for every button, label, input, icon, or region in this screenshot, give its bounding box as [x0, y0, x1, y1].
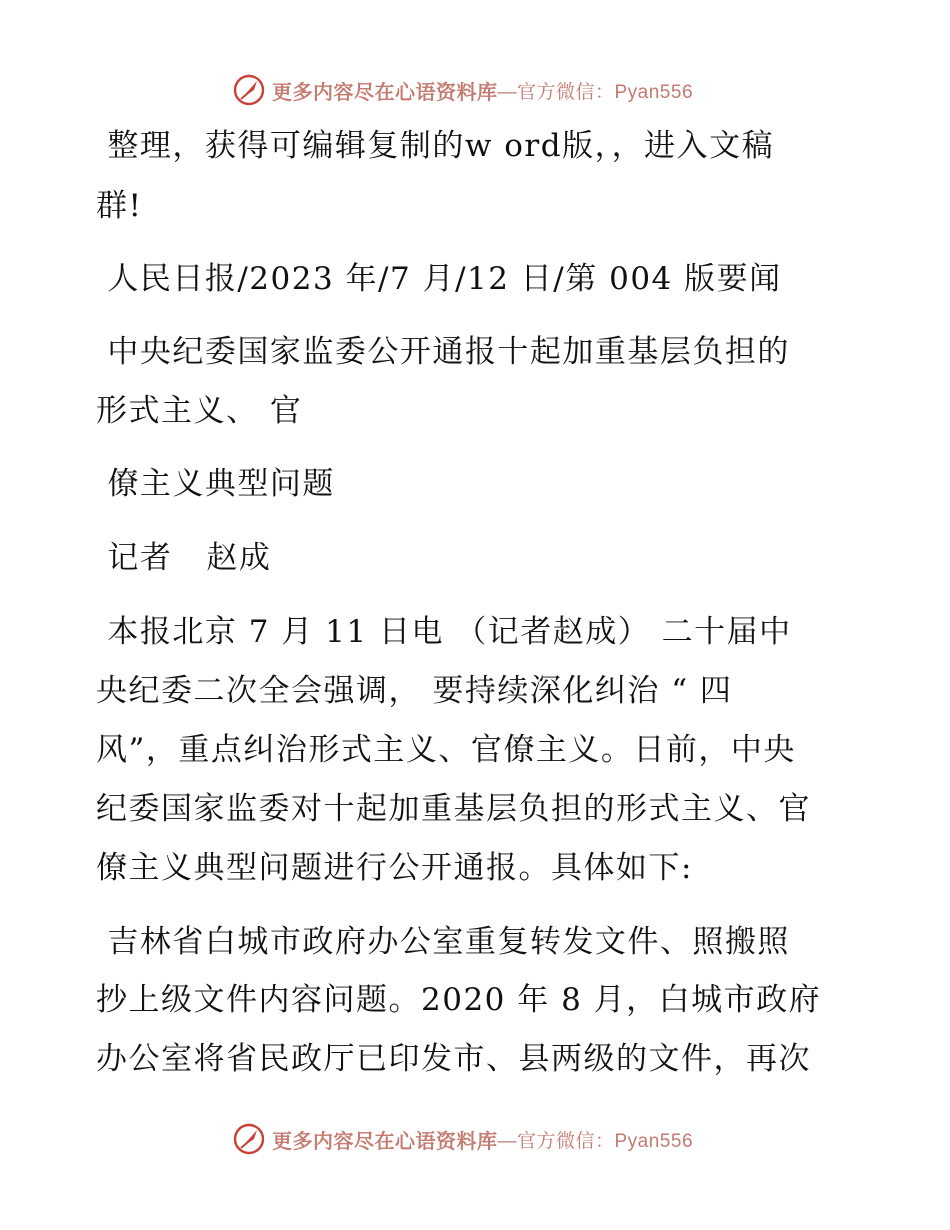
body-line: 吉林省白城市政府办公室重复转发文件、照搬照 [96, 924, 790, 960]
body-line: 群! [96, 188, 143, 224]
publication-line: 人民日报/2023 年/7 月/12 日/第 004 版要闻 [96, 261, 782, 297]
body-line: 僚主义典型问题进行公开通报。具体如下: [96, 850, 693, 886]
body-line: 风”，重点纠治形式主义、官僚主义。日前，中央 [96, 732, 796, 768]
headline-line: 形式主义、 官 [96, 393, 303, 429]
watermark-site-text: 更多内容尽在心语资料库 [272, 1128, 498, 1153]
body-line: 抄上级文件内容问题。2020 年 8 月，白城市政府 [96, 982, 822, 1018]
body-line: 整理，获得可编辑复制的w ord版，，进入文稿 [96, 128, 775, 164]
body-line: 本报北京 7 月 11 日电 （记者赵成） 二十届中 [96, 614, 792, 650]
watermark-contact-text: —官方微信：Pyan556 [497, 81, 694, 103]
quill-logo-icon [232, 1122, 266, 1156]
watermark-footer [232, 1121, 693, 1157]
watermark-header [232, 72, 693, 108]
watermark-contact-text: —官方微信：Pyan556 [497, 1130, 694, 1152]
body-line: 纪委国家监委对十起加重基层负担的形式主义、官 [96, 791, 811, 827]
byline: 记者 赵成 [96, 540, 272, 576]
quill-logo-icon [232, 73, 266, 107]
headline-line: 中央纪委国家监委公开通报十起加重基层负担的 [96, 334, 790, 370]
body-line: 办公室将省民政厅已印发市、县两级的文件，再次 [96, 1041, 811, 1077]
body-line: 央纪委二次全会强调， 要持续深化纠治 “ 四 [96, 673, 733, 709]
headline-line: 僚主义典型问题 [96, 466, 335, 502]
watermark-site-text: 更多内容尽在心语资料库 [272, 79, 498, 104]
